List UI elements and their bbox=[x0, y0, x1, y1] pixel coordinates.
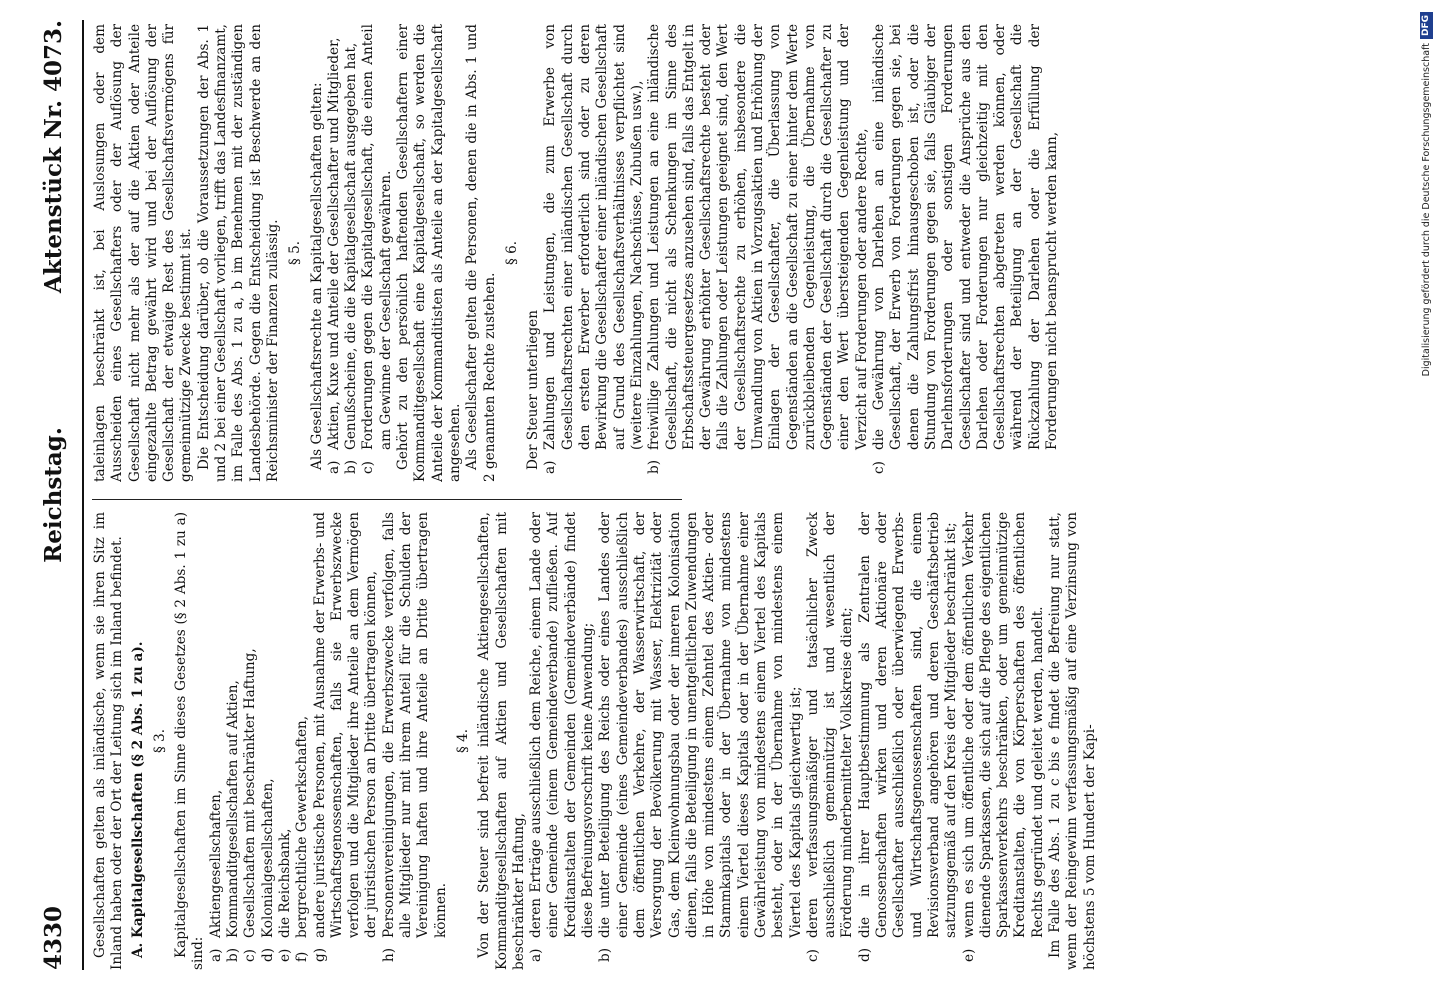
list-item: e) wenn es sich um öffentliche oder dem öffentlichen Verkehr dienende Sparkassen, die sich auf die Pflege des eigentlichen Sparkassenverkehrs beschränken, oder um gemeinnützige Kreditanstalten, die von Körperschaften des öffentlichen Rechts gegründet und geleitet werden, handelt. bbox=[960, 512, 1046, 962]
page-number: 4330 bbox=[40, 905, 67, 970]
document-number: Aktenstück Nr. 4073. bbox=[40, 20, 67, 294]
list-section-6 bbox=[542, 24, 1061, 482]
paragraph: Gesellschaften gelten als inländische, wenn sie ihren Sitz im Inland haben oder der Ort der Leitung sich im Inland befindet. bbox=[92, 512, 126, 970]
list-item: c) Forderungen gegen die Kapitalgesellschaft, die einen Anteil am Gewinne der Gesellschaft gewähren. bbox=[360, 24, 394, 474]
list-item: c) die Gewährung von Darlehen an eine inländische Gesellschaft, der Erwerb von Forderungen gegen sie, bei denen die Zahlungsfrist hinausgeschoben ist, oder die Stundung von Forderungen gegen sie, falls Gläubiger der Darlehnsforderungen oder sonstigen Forderungen Gesellschafter sind und entweder die Ansprüche aus den Darlehen oder Forderungen nur gleichzeitig mit den Gesellschaftsrechten abgetreten werden können, oder während der Beteiligung an der Gesellschaft die Rückzahlung der Darlehen oder die Erfüllung der Forderungen nicht beansprucht werden kann, bbox=[871, 24, 1061, 474]
paragraph: Als Gesellschafter gelten die Personen, denen die in Abs. 1 und 2 genannten Rechte zustehen. bbox=[464, 24, 498, 482]
paragraph: Als Gesellschaftsrechte an Kapitalgesellschaften gelten: bbox=[308, 82, 325, 470]
list-section-5 bbox=[326, 24, 395, 482]
section-heading: § 5. bbox=[287, 240, 304, 266]
left-column bbox=[92, 512, 1362, 970]
list-section-4 bbox=[528, 512, 1047, 970]
list-item: h) Personenvereinigungen, die Erwerbszwecke verfolgen, falls alle Mitglieder nur mit ihrem Anteil für die Schulden der Vereinigung haften und ihre Anteile an Dritte übertragen können. bbox=[380, 512, 449, 962]
credit-text: Digitalisierung gefördert durch die Deutsche Forschungsgemeinschaft bbox=[1421, 43, 1432, 377]
list-item: b) freiwillige Zahlungen und Leistungen an eine inländische Gesellschaft, die nicht als Schenkungen im Sinne des Erbschaftssteuergesetzes anzusehen sind, falls das Entgelt in der Gewährung erhöhter Gesellschaftsrechte besteht oder falls die Zahlungen oder Leistungen geeignet sind, den Wert der Gesellschaftsrechte zu erhöhen, insbesondere die Umwandlung von Aktien in Vorzugsaktien und Erhöhung der Einlagen der Gesellschafter, die Überlassung von Gegenständen an die Gesellschaft zu einer hinter dem Werte zurückbleibenden Gegenleistung, die Übernahme von Gegenständen der Gesellschaft durch die Gesellschafter zu einer den Wert übersteigenden Gegenleistung und der Verzicht auf Forderungen oder andere Rechte, bbox=[646, 24, 870, 474]
section-heading: § 3. bbox=[151, 728, 168, 754]
list-item: d) die in ihrer Hauptbestimmung als Zentralen der Genossenschaften wirken und deren Aktionäre oder Gesellschafter ausschließlich oder überwiegend Erwerbs- und Wirtschaftsgenossenschaften sind, die einem Revisionsverband angehören und deren Geschäftsbetrieb satzungsgemäß auf den Kreis der Mitglieder beschränkt ist; bbox=[856, 512, 960, 962]
digitization-credit bbox=[1419, 0, 1434, 1000]
paragraph: Die Entscheidung darüber, ob die Voraussetzungen der Abs. 1 und 2 bei einer Gesellschaft vorliegen, trifft das Landesfinanzamt, im Falle des Abs. 1 zu a, b im Benehmen mit der zuständigen Landesbehörde. Gegen die Entscheidung ist Beschwerde an den Reichsminister der Finanzen zulässig. bbox=[195, 24, 281, 482]
right-column bbox=[92, 24, 1362, 482]
column-divider bbox=[92, 499, 682, 500]
list-item: g) andere juristische Personen, mit Ausnahme der Erwerbs- und Wirtschaftsgenossenschaften, falls sie Erwerbszwecke verfolgen und die Mitglieder ihre Anteile an dem Vermögen der juristischen Person an Dritte übertragen können, bbox=[311, 512, 380, 962]
dfg-logo: DFG bbox=[1420, 12, 1433, 39]
list-item: b) Genußscheine, die die Kapitalgesellschaft ausgegeben hat, bbox=[343, 42, 360, 474]
paragraph: taleinlagen beschränkt ist, bei Auslosungen oder dem Ausscheiden eines Gesellschafters oder der Auflösung der Gesellschaft nicht mehr als der auf die Aktien oder Anteile eingezahlte Betrag gewährt wird und bei der Auflösung der Gesellschaft der etwaige Rest des Gesellschaftsvermögens für gemeinnützige Zwecke bestimmt ist. bbox=[92, 24, 195, 482]
running-head bbox=[40, 20, 74, 970]
section-heading: § 4. bbox=[454, 728, 471, 754]
header-title: Reichstag. bbox=[40, 427, 67, 563]
list-item: f) bergrechtliche Gewerkschaften, bbox=[294, 715, 311, 962]
list-item: a) Zahlungen und Leistungen, die zum Erwerbe von Gesellschaftsrechten einer inländischen Gesellschaft durch den ersten Erwerber erforderlich sind oder zu deren Bewirkung die Gesellschafter einer inländischen Gesellschaft auf Grund des Gesellschaftsverhältnisses verpflichtet sind (weitere Einzahlungen, Nachschüsse, Zubußen usw.), bbox=[542, 24, 645, 474]
list-item: b) die unter Beteiligung des Reichs oder eines Landes oder einer Gemeinde (eines Gemeindeverbandes) ausschließlich dem öffentlichen Verkehre, der Wasserwirtschaft, der Versorgung der Bevölkerung mit Wasser, Elektrizität oder Gas, dem Kleinwohnungsbau oder der inneren Kolonisation dienen, falls die Beteiligung in unentgeltlichen Zuwendungen in Höhe von mindestens einem Zehntel des Aktien- oder Stammkapitals oder in der Übernahme von mindestens einem Viertel dieses Kapitals oder in der Übernahme einer Gewährleistung von mindestens einem Viertel des Kapitals besteht, oder in der Übernahme von mindestens einem Viertel des Kapitals gleichwertig ist; bbox=[597, 512, 804, 962]
section-heading: § 6. bbox=[503, 240, 520, 266]
list-item: c) deren verfassungsmäßiger und tatsächlicher Zweck ausschließlich gemeinnützig ist und wesentlich der Förderung minderbemittelter Volkskreise dient; bbox=[804, 512, 856, 962]
list-item: a) Aktien, Kuxe und Anteile der Gesellschafter und Mitglieder, bbox=[325, 37, 342, 474]
header-rule bbox=[82, 20, 84, 970]
section-title: A. Kapitalgesellschaften (§ 2 Abs. 1 zu a). bbox=[129, 641, 146, 958]
list-item: d) Kolonialgesellschaften, bbox=[259, 778, 276, 962]
paragraph: Gehört zu den persönlich haftenden Gesellschaftern einer Kommanditgesellschaft eine Kapitalgesellschaft, so werden die Anteile der Kommanditisten als Anteile an der Kapitalgesellschaft angesehen. bbox=[395, 24, 463, 482]
list-item: a) Aktiengesellschaften, bbox=[207, 789, 224, 962]
paragraph: Kapitalgesellschaften im Sinne dieses Gesetzes (§ 2 Abs. 1 zu a) sind: bbox=[173, 512, 207, 970]
list-item: c) Gesellschaften mit beschränkter Haftung, bbox=[242, 648, 259, 962]
list-item: b) Kommanditgesellschaften auf Aktien, bbox=[225, 680, 242, 962]
paragraph: Im Falle des Abs. 1 zu c bis e findet die Befreiung nur statt, wenn der Reingewinn verfassungsmäßig auf eine Verzinsung von höchstens 5 vom Hundert der Kapi- bbox=[1047, 512, 1098, 970]
list-item: e) die Reichsbank, bbox=[276, 828, 293, 962]
paragraph: Von der Steuer sind befreit inländische Aktiengesellschaften, Kommanditgesellschaften auf Aktien und Gesellschaften mit beschränkter Haftung, bbox=[476, 512, 527, 970]
list-item: a) deren Erträge ausschließlich dem Reiche, einem Lande oder einer Gemeinde (einem Gemeindeverbande) zufließen. Auf Kreditanstalten der Gemeinden (Gemeindeverbände) findet diese Befreiungsvorschrift keine Anwendung; bbox=[528, 512, 597, 962]
list-section-3 bbox=[208, 512, 450, 970]
paragraph: Der Steuer unterliegen bbox=[525, 310, 542, 470]
